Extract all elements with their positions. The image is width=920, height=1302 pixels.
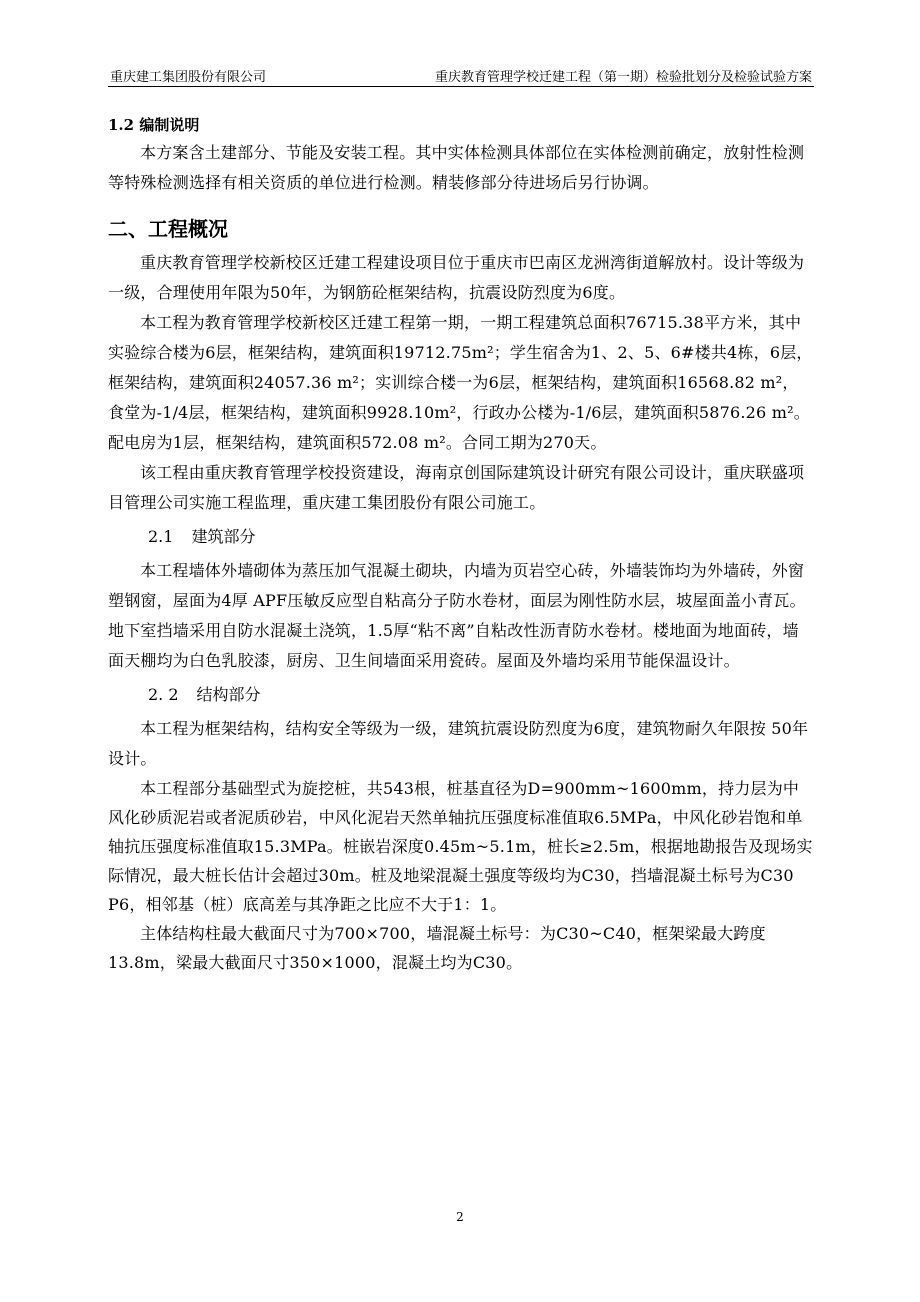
overview-paragraph-2: 本工程为教育管理学校新校区迁建工程第一期，一期工程建筑总面积76715.38平方米，其中实验综合楼为6层，框架结构，建筑面积19712.75m²；学生宿舍为1、2、5、6#楼共4栋，6层，框架结构，建筑面积24057.36 m²；实训综合楼一为6层，框架结构，建筑面积16568.82 m²，食堂为-1/4层，框架结构，建筑面积9928.10m²，行政办公楼为-1/6层，建筑面积5876.26 m²。配电房为1层，框架结构，建筑面积572.08 m²。合同工期为270天。 — [108, 313, 813, 452]
header-company: 重庆建工集团股份有限公司 — [110, 70, 267, 85]
section-1-2-paragraph: 本方案含土建部分、节能及安装工程。其中实体检测具体部位在实体检测前确定，放射性检测等特殊检测选择有相关资质的单位进行检测。精装修部分待进场后另行协调。 — [108, 143, 805, 192]
header-doc-title: 重庆教育管理学校迁建工程（第一期）检验批划分及检验试验方案 — [434, 70, 812, 85]
architecture-paragraph: 本工程墙体外墙砌体为蒸压加气混凝土砌块，内墙为页岩空心砖，外墙装饰均为外墙砖，外窗塑钢窗，屋面为4厚 APF压敏反应型自粘高分子防水卷材，面层为刚性防水层，坡屋面盖小青瓦。地下室挡墙采用自防水混凝土浇筑，1.5厚“粘不离”自粘改性沥青防水卷材。楼地面为地面砖，墙面天棚均为白色乳胶漆，厨房、卫生间墙面采用瓷砖。屋面及外墙均采用节能保温设计。 — [108, 561, 806, 670]
page-number: 2 — [456, 1210, 464, 1224]
page-header — [108, 64, 814, 87]
structure-paragraph-2: 本工程部分基础型式为旋挖桩，共543根，桩基直径为D=900mm~1600mm，持力层为中风化砂质泥岩或者泥质砂岩，中风化泥岩天然单轴抗压强度标准值取6.5MPa，中风化砂岩饱和单轴抗压强度标准值取15.3MPa。桩嵌岩深度0.45m~5.1m，桩长≥2.5m，根据地勘报告及现场实际情况，最大桩长估计会超过30m。桩及地梁混凝土强度等级均为C30，挡墙混凝土标号为C30 P6，相邻基（桩）底高差与其净距之比应不大于1：1。 — [108, 779, 813, 914]
section-2-1-number: 2.1 — [148, 527, 174, 546]
section-2-2-heading — [108, 680, 814, 710]
section-2-2-number: 2. 2 — [148, 685, 179, 704]
section-2-heading: 二、工程概况 — [108, 217, 228, 241]
structure-paragraph-3: 主体结构柱最大截面尺寸为700×700，墙混凝土标号：为C30~C40，框架梁最大跨度13.8m，梁最大截面尺寸350×1000，混凝土均为C30。 — [108, 924, 766, 972]
overview-paragraph-1: 重庆教育管理学校新校区迁建工程建设项目位于重庆市巴南区龙洲湾街道解放村。设计等级为一级，合理使用年限为50年，为钢筋砼框架结构，抗震设防烈度为6度。 — [108, 253, 805, 302]
section-2-1-title: 建筑部分 — [191, 527, 256, 546]
page-body — [108, 112, 814, 977]
section-1-2-heading: 1.2 编制说明 — [108, 116, 200, 134]
structure-paragraph-1: 本工程为框架结构，结构安全等级为一级，建筑抗震设防烈度为6度，建筑物耐久年限按 50年设计。 — [108, 719, 809, 768]
section-2-1-heading — [108, 522, 814, 552]
section-2-2-title: 结构部分 — [196, 685, 261, 704]
overview-paragraph-3: 该工程由重庆教育管理学校投资建设，海南京创国际建筑设计研究有限公司设计，重庆联盛项目管理公司实施工程监理，重庆建工集团股份有限公司施工。 — [108, 463, 805, 512]
